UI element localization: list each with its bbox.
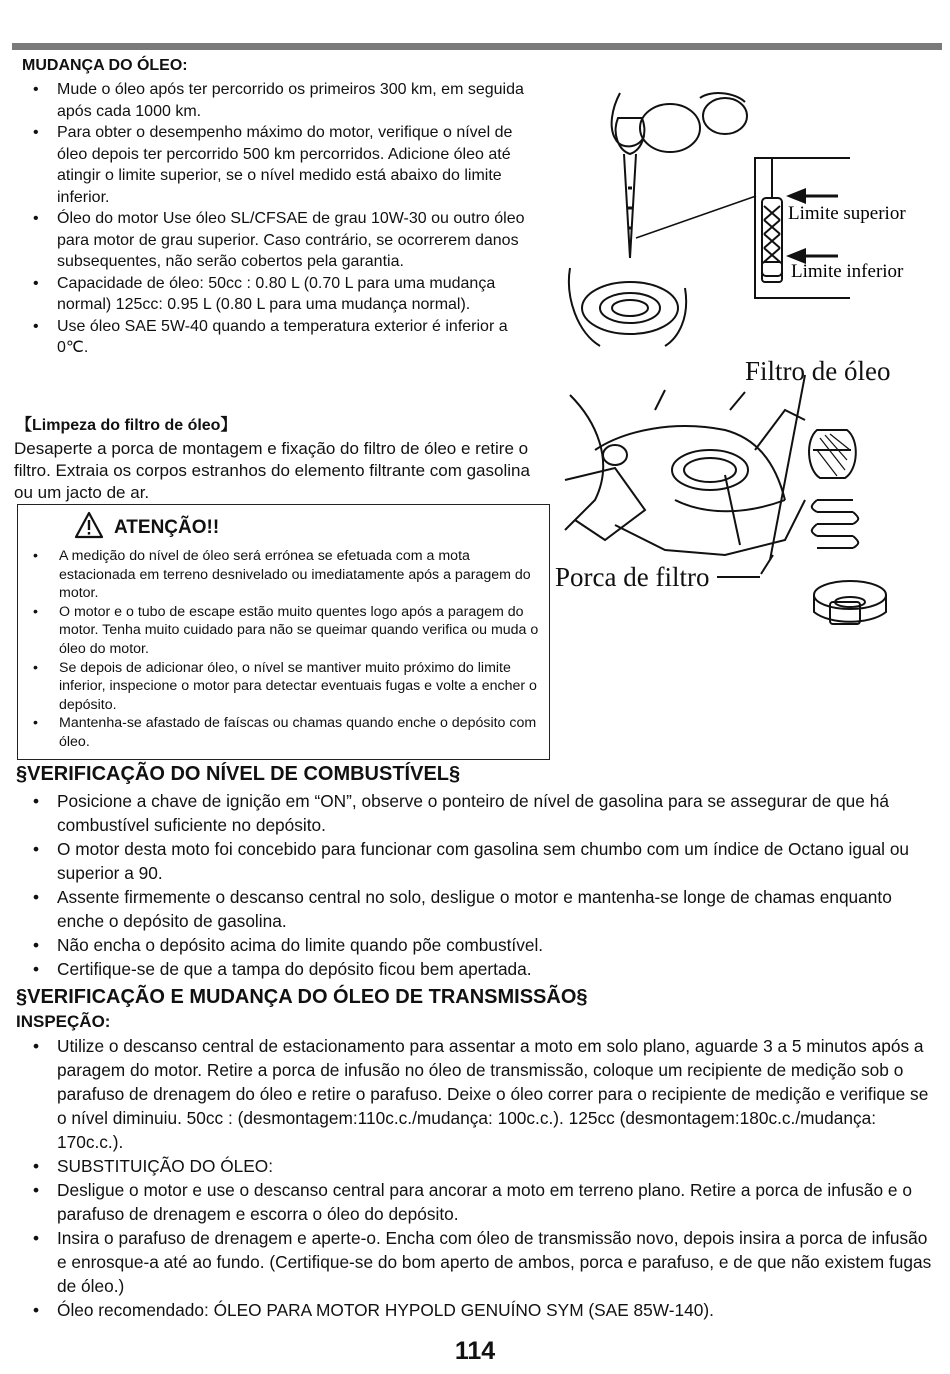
filter-nut-label: Porca de filtro bbox=[555, 562, 710, 592]
list-item: • SUBSTITUIÇÃO DO ÓLEO: bbox=[33, 1156, 274, 1176]
list-item: • Não encha o depósito acima do limite quando põe combustível. bbox=[33, 935, 544, 955]
list-item: • Para obter o desempenho máximo do motor, verifique o nível de óleo depois ter percorrido 500 km percorridos. Adicione óleo até atingir o limite superior, se o nível medido está abaixo do limite inferior. bbox=[33, 124, 513, 206]
inspection-subtitle: INSPEÇÃO: bbox=[16, 1012, 111, 1031]
warning-list bbox=[33, 547, 539, 752]
list-item: • Assente firmemente o descanso central no solo, desligue o motor e mantenha-se longe de chamas enquanto enche o depósito de gasolina. bbox=[33, 887, 892, 931]
list-item: • Óleo do motor Use óleo SL/CFSAE de grau 10W-30 ou outro óleo para motor de grau superior. Caso contrário, se ocorrerem danos subsequentes, não serão cobertos pela garantia. bbox=[33, 210, 525, 270]
filter-cleaning-title: 【Limpeza do filtro de óleo】 bbox=[16, 417, 237, 434]
lower-limit-label: Limite inferior bbox=[791, 261, 904, 282]
oil-filter-illustration bbox=[555, 350, 940, 650]
list-item: • Óleo recomendado: ÓLEO PARA MOTOR HYPOLD GENUÍNO SYM (SAE 85W-140). bbox=[33, 1300, 714, 1320]
list-item: • Se depois de adicionar óleo, o nível se mantiver muito próximo do limite inferior, inspecione o motor para detectar eventuais fugas e volte a encher o depósito. bbox=[33, 659, 537, 713]
oil-filter-label: Filtro de óleo bbox=[745, 356, 891, 386]
list-item: • Mantenha-se afastado de faíscas ou chamas quando enche o depósito com óleo. bbox=[33, 715, 537, 750]
top-rule bbox=[12, 43, 942, 50]
warning-triangle-icon bbox=[74, 511, 104, 539]
list-item: • Posicione a chave de ignição em “ON”, observe o ponteiro de nível de gasolina para se assegurar de que há combustível suficiente no depósito. bbox=[33, 791, 889, 835]
list-item: • Insira o parafuso de drenagem e aperte-o. Encha com óleo de transmissão novo, depois insira a porca de infusão e enrosque-a até ao fundo. (Certifique-se do bom aperto de ambos, porca e parafuso, e de que não existem fugas de óleo.) bbox=[33, 1228, 932, 1296]
list-item: • Capacidade de óleo: 50cc : 0.80 L (0.70 L para uma mudança normal) 125cc: 0.95 L (0.80 L para uma mudança normal). bbox=[33, 274, 496, 313]
fuel-check-title: §VERIFICAÇÃO DO NÍVEL DE COMBUSTÍVEL§ bbox=[16, 763, 461, 785]
transmission-title: §VERIFICAÇÃO E MUDANÇA DO ÓLEO DE TRANSMISSÃO§ bbox=[16, 986, 588, 1008]
transmission-list-wrap bbox=[33, 1034, 937, 1322]
list-item: • Utilize o descanso central de estacionamento para assentar a moto em solo plano, aguarde 3 a 5 minutos após a paragem do motor. Retire a porca de infusão no óleo de transmissão, coloque um recipiente de medição sob o parafuso de drenagem do óleo e retire o parafuso. Deixe o óleo correr para o recipiente de medição e verifique se o nível diminuiu. 50cc : (desmontagem:110c.c./mudança: 100c.c.). 125cc (desmontagem:180c.c./mudança: 170c.c.). bbox=[33, 1036, 929, 1152]
oil-change-title: MUDANÇA DO ÓLEO: bbox=[22, 57, 188, 74]
list-item: • A medição do nível de óleo será errónea se efetuada com a mota estacionada em terreno desnivelado ou imediatamente após a paragem do motor. bbox=[33, 548, 531, 602]
list-item: • O motor desta moto foi concebido para funcionar com gasolina sem chumbo com um índice de Octano igual ou superior a 90. bbox=[33, 839, 910, 883]
oil-change-list-wrap bbox=[33, 79, 527, 359]
list-item: • Use óleo SAE 5W-40 quando a temperatura exterior é inferior a 0℃. bbox=[33, 317, 508, 356]
list-item: • Desligue o motor e use o descanso central para ancorar a moto em terreno plano. Retire a porca de infusão e o parafuso de drenagem e escorra o óleo do depósito. bbox=[33, 1180, 912, 1224]
page-number: 114 bbox=[454, 1337, 496, 1365]
fuel-check-list-wrap bbox=[33, 789, 937, 981]
warning-box bbox=[17, 504, 550, 760]
oil-change-list bbox=[33, 79, 527, 359]
list-item: • Certifique-se de que a tampa do depósito ficou bem apertada. bbox=[33, 959, 532, 979]
transmission-list bbox=[33, 1034, 937, 1322]
fuel-check-list bbox=[33, 789, 937, 981]
oil-change-section bbox=[22, 57, 188, 75]
filter-cleaning-text: Desaperte a porca de montagem e fixação do filtro de óleo e retire o filtro. Extraia os corpos estranhos do elemento filtrante com gasolina ou um jacto de ar. bbox=[14, 439, 530, 502]
list-item: • Mude o óleo após ter percorrido os primeiros 300 km, em seguida após cada 1000 km. bbox=[33, 81, 524, 120]
list-item: • O motor e o tubo de escape estão muito quentes logo após a paragem do motor. Tenha muito cuidado para não se queimar quando verifica ou muda o óleo do motor. bbox=[33, 603, 539, 657]
upper-limit-label: Limite superior bbox=[788, 203, 906, 224]
warning-title: ATENÇÃO!! bbox=[114, 517, 220, 538]
dipstick-illustration bbox=[560, 88, 940, 350]
